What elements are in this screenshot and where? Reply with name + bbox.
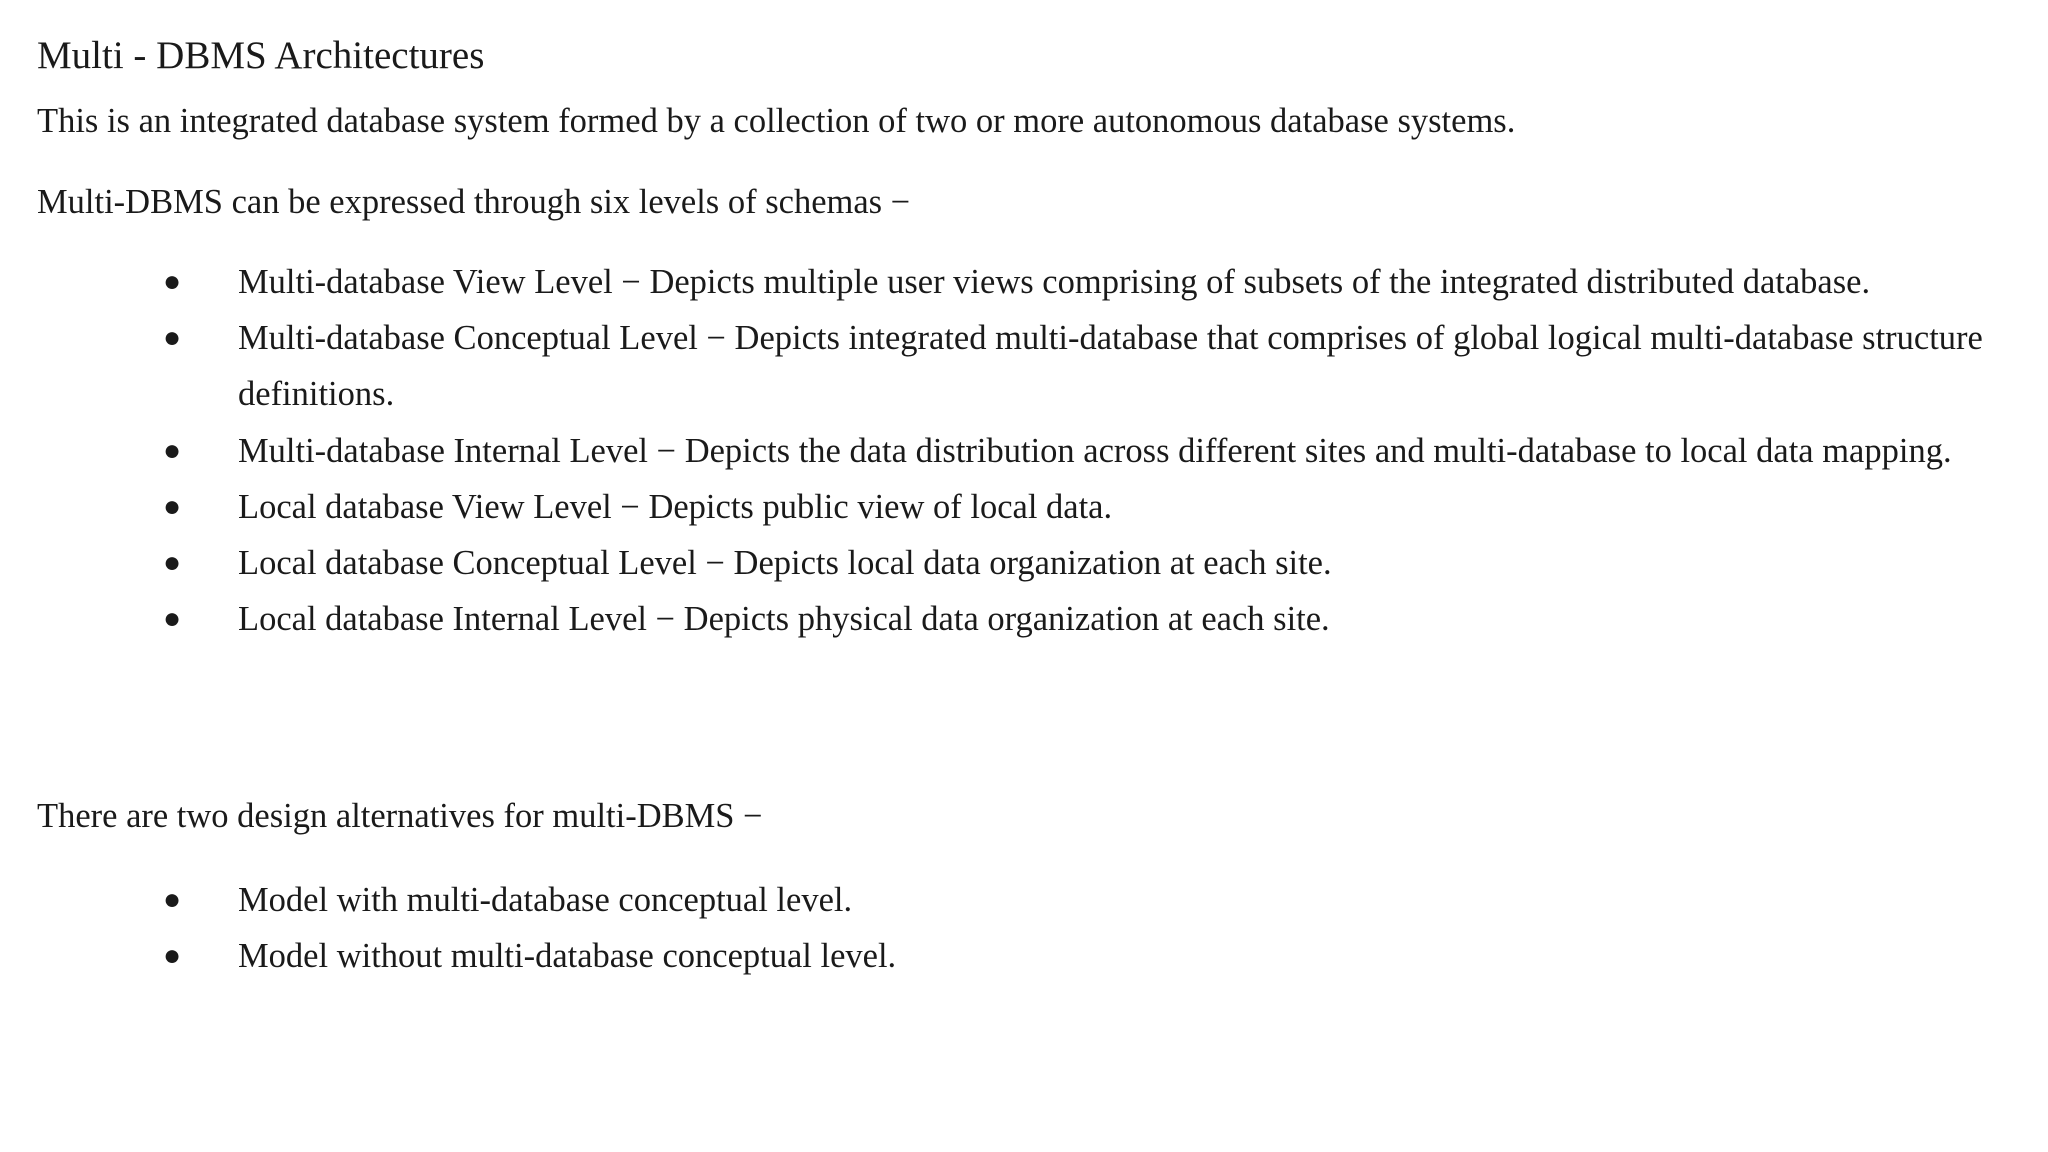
list-item-text: Local database View Level − Depicts public view of local data.: [238, 487, 1113, 526]
list-item: [37, 928, 1988, 984]
bullet-icon: ●: [163, 883, 182, 916]
bullet-icon: ●: [163, 489, 182, 523]
schema-levels-list: [37, 254, 1988, 647]
bullet-icon: ●: [163, 265, 182, 298]
list-item-text: Multi-database Conceptual Level − Depicts integrated multi-database that comprises of global logical multi-database structure definitions.: [238, 319, 1983, 414]
list-item-text: Multi-database View Level − Depicts multiple user views comprising of subsets of the integrated distributed database.: [238, 263, 1871, 301]
bullet-icon: ●: [163, 546, 182, 580]
alternatives-intro-paragraph: There are two design alternatives for multi-DBMS −: [37, 797, 763, 835]
design-alternatives-list: [37, 872, 1988, 984]
document-title: Multi - DBMS Architectures: [37, 34, 485, 77]
list-item-text: Local database Internal Level − Depicts physical data organization at each site.: [238, 600, 1330, 639]
list-item: [37, 535, 1988, 591]
bullet-icon: ●: [163, 321, 182, 355]
list-item-text: Multi-database Internal Level − Depicts the data distribution across different sites and multi-database to local data mapping.: [238, 431, 1952, 470]
list-item: [37, 479, 1988, 535]
list-item: [37, 423, 1988, 479]
list-item: [37, 872, 1988, 928]
bullet-icon: ●: [163, 602, 182, 636]
list-item-text: Model without multi-database conceptual level.: [238, 937, 897, 976]
list-item: [37, 591, 1988, 647]
intro-paragraph: This is an integrated database system formed by a collection of two or more autonomous database systems.: [37, 102, 1516, 140]
schemas-intro-paragraph: Multi-DBMS can be expressed through six levels of schemas −: [37, 183, 911, 221]
list-item: [37, 310, 1988, 422]
list-item-text: Local database Conceptual Level − Depicts local data organization at each site.: [238, 544, 1332, 583]
list-item: [37, 254, 1988, 310]
bullet-icon: ●: [163, 939, 182, 973]
bullet-icon: ●: [163, 433, 182, 467]
list-item-text: Model with multi-database conceptual level.: [238, 881, 853, 919]
